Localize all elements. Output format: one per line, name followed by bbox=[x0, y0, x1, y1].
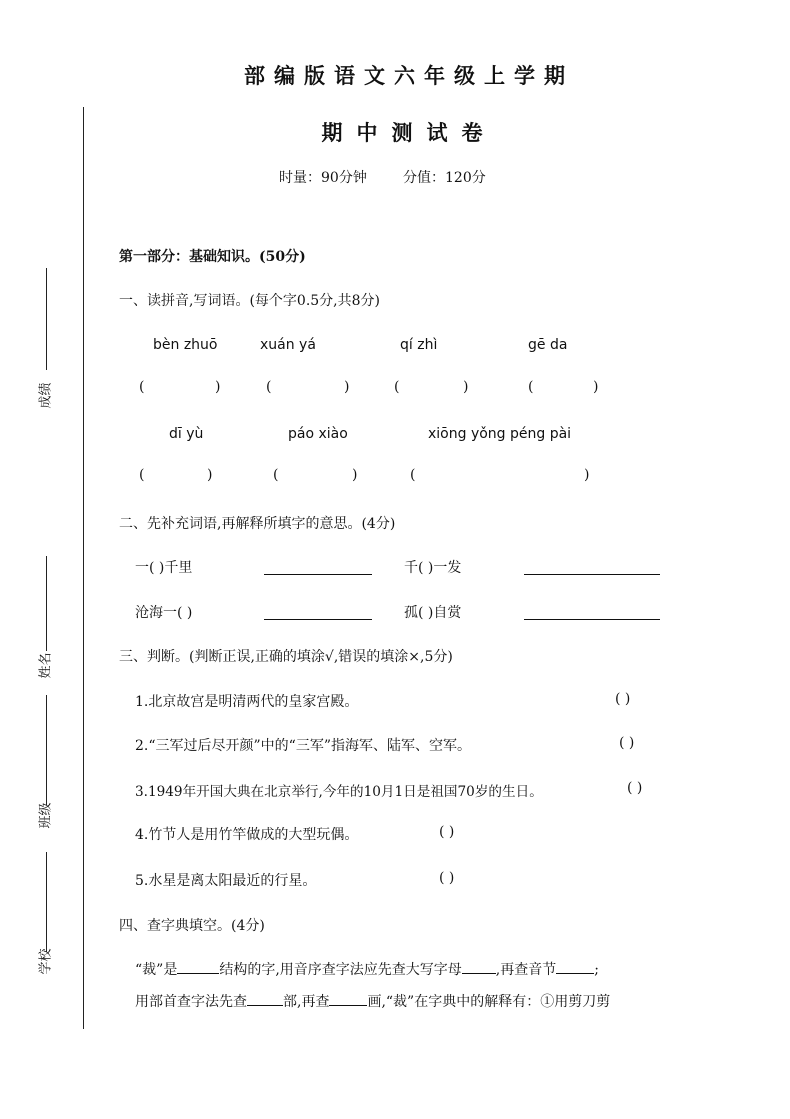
q1-heading: 一、读拼音,写词语。(每个字0.5分,共8分) bbox=[119, 293, 380, 309]
pinyin-qizhi: qí zhì bbox=[400, 337, 438, 353]
binding-line bbox=[83, 107, 84, 1029]
text: ,再查音节 bbox=[495, 962, 557, 978]
dictionary-line-2 bbox=[135, 991, 610, 1011]
text: 结构的字,用音序查字法应先查大写字母 bbox=[219, 962, 462, 978]
name-line bbox=[46, 556, 47, 651]
answer-box-open: ( bbox=[266, 379, 272, 395]
judge-mark-5: ( ) bbox=[439, 870, 455, 886]
idiom-yiqianli: 一( )千里 bbox=[135, 560, 193, 576]
idiom-guzizishang: 孤( )自赏 bbox=[404, 605, 462, 621]
answer-box-close: ) bbox=[584, 467, 590, 483]
text: 部,再查 bbox=[283, 994, 330, 1010]
class-line bbox=[46, 695, 47, 805]
answer-box-close: ) bbox=[344, 379, 350, 395]
answer-line bbox=[264, 560, 372, 575]
judge-item-2: 2.“三军过后尽开颜”中的“三军”指海军、陆军、空军。 bbox=[135, 738, 471, 754]
judge-mark-1: ( ) bbox=[615, 691, 631, 707]
dictionary-line-1 bbox=[135, 959, 599, 979]
judge-mark-3: ( ) bbox=[627, 780, 643, 796]
idiom-qianjunyifa: 千( )一发 bbox=[404, 560, 462, 576]
judge-item-3: 3.1949年开国大典在北京举行,今年的10月1日是祖国70岁的生日。 bbox=[135, 784, 543, 800]
judge-item-4: 4.竹节人是用竹竿做成的大型玩偶。 bbox=[135, 827, 359, 843]
answer-box-open: ( bbox=[273, 467, 279, 483]
judge-item-1: 1.北京故宫是明清两代的皇家宫殿。 bbox=[135, 694, 359, 710]
blank bbox=[556, 959, 594, 974]
pinyin-benzhuo: bèn zhuō bbox=[153, 337, 218, 353]
answer-box-close: ) bbox=[352, 467, 358, 483]
page-subtitle: 期中测试卷 bbox=[321, 120, 497, 145]
pinyin-xiongyongpengpai: xiōng yǒng péng pài bbox=[428, 426, 572, 442]
grade-line bbox=[46, 268, 47, 370]
answer-box-close: ) bbox=[463, 379, 469, 395]
class-label: 班级 bbox=[38, 802, 54, 829]
answer-box-open: ( bbox=[139, 379, 145, 395]
text: 用部首查字法先查 bbox=[135, 994, 247, 1010]
answer-box-open: ( bbox=[528, 379, 534, 395]
pinyin-geda: gē da bbox=[528, 337, 568, 353]
part-one-heading: 第一部分：基础知识。(50分) bbox=[119, 249, 306, 265]
answer-box-close: ) bbox=[593, 379, 599, 395]
q4-heading: 四、查字典填空。(4分) bbox=[119, 918, 265, 934]
pinyin-diyu: dī yù bbox=[169, 426, 204, 442]
judge-mark-4: ( ) bbox=[439, 824, 455, 840]
school-label: 学校 bbox=[38, 948, 54, 975]
q2-heading: 二、先补充词语,再解释所填字的意思。(4分) bbox=[119, 516, 396, 532]
time-limit: 时量：90分钟 bbox=[279, 170, 367, 186]
text: “裁”是 bbox=[135, 962, 178, 978]
pinyin-xuanya: xuán yá bbox=[260, 337, 316, 353]
blank bbox=[329, 991, 367, 1006]
q3-heading: 三、判断。(判断正误,正确的填涂√,错误的填涂×,5分) bbox=[119, 649, 453, 665]
answer-box-open: ( bbox=[394, 379, 400, 395]
answer-box-open: ( bbox=[410, 467, 416, 483]
text: ; bbox=[594, 962, 599, 978]
answer-box-close: ) bbox=[207, 467, 213, 483]
answer-box-open: ( bbox=[139, 467, 145, 483]
judge-item-5: 5.水星是离太阳最近的行星。 bbox=[135, 873, 317, 889]
pinyin-paoxiao: páo xiào bbox=[288, 426, 348, 442]
answer-line bbox=[524, 560, 660, 575]
answer-line bbox=[524, 605, 660, 620]
judge-mark-2: ( ) bbox=[619, 735, 635, 751]
answer-line bbox=[264, 605, 372, 620]
blank bbox=[247, 991, 283, 1006]
blank bbox=[462, 959, 496, 974]
total-score: 分值：120分 bbox=[403, 170, 486, 186]
answer-box-close: ) bbox=[215, 379, 221, 395]
grade-label: 成绩 bbox=[38, 382, 54, 409]
idiom-canghaiyisu: 沧海一( ) bbox=[135, 605, 193, 621]
school-line bbox=[46, 852, 47, 952]
text: 画,“裁”在字典中的解释有：①用剪刀剪 bbox=[367, 994, 611, 1010]
page-title: 部编版语文六年级上学期 bbox=[244, 63, 574, 88]
blank bbox=[177, 959, 219, 974]
name-label: 姓名 bbox=[38, 652, 54, 679]
